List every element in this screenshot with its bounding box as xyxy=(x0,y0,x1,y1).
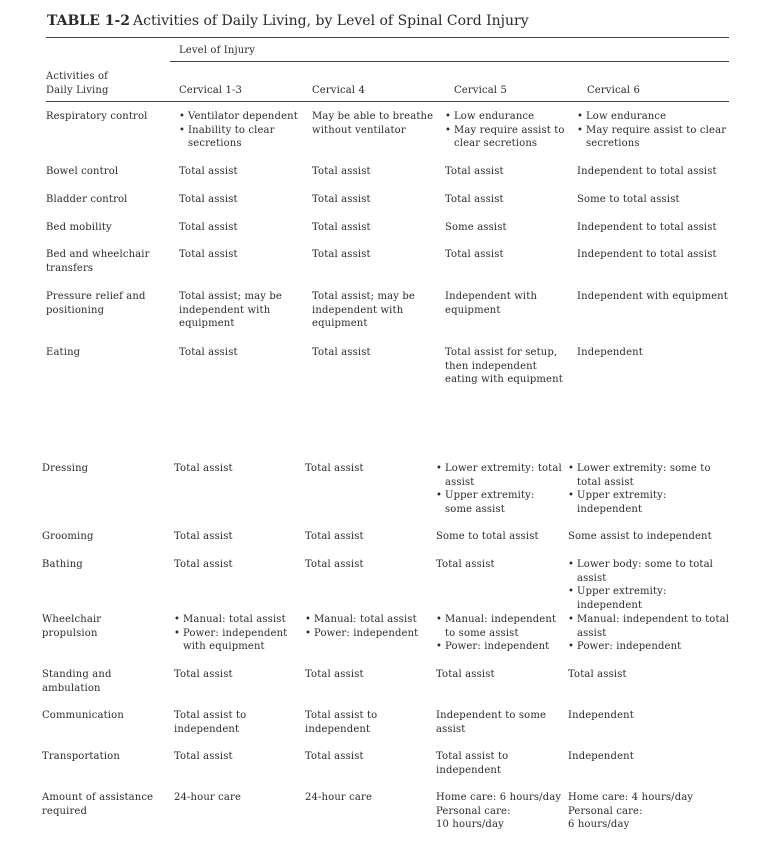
cell-text: Total assist xyxy=(445,249,504,260)
table-cell xyxy=(312,165,440,179)
cell-text: Independent xyxy=(577,347,643,358)
row-header: Activities of Daily Living xyxy=(46,71,109,96)
table-cell xyxy=(179,346,307,360)
row-label: Transportation xyxy=(42,751,120,762)
table-cell xyxy=(436,530,564,544)
bullet-item: • Ventilator dependent xyxy=(179,110,307,124)
table-cell xyxy=(174,750,300,764)
bullet-item: • Lower body: some to total assist xyxy=(568,558,730,585)
cell-text: Home care: 6 hours/day Personal care: 10 hours/day xyxy=(436,792,562,830)
cell-text: Total assist xyxy=(305,463,364,474)
bullet-list xyxy=(436,613,564,654)
table-cell xyxy=(436,558,564,572)
cell-text: Total assist xyxy=(179,194,238,205)
bullet-list xyxy=(305,613,431,640)
cell-text: Total assist xyxy=(179,249,238,260)
cell-text: Total assist xyxy=(174,751,233,762)
bullet-item: • Manual: independent to total assist xyxy=(568,613,730,640)
table-cell xyxy=(445,248,573,262)
table-cell xyxy=(436,613,564,654)
table-cell xyxy=(174,613,300,654)
bullet-item: • Power: independent xyxy=(568,640,730,654)
table-cell xyxy=(436,462,564,516)
cell-text: Total assist; may be independent with equipment xyxy=(179,291,282,329)
table-cell xyxy=(445,290,573,317)
bullet-list xyxy=(568,613,730,654)
column-header: Cervical 4 xyxy=(312,85,365,96)
level-header-rule xyxy=(170,61,729,62)
cell-text: Total assist xyxy=(445,166,504,177)
row-label: Wheelchair propulsion xyxy=(42,614,102,639)
table-cell xyxy=(305,750,431,764)
table-title xyxy=(47,13,529,29)
column-header: Cervical 1-3 xyxy=(179,85,243,96)
table-cell xyxy=(577,110,729,151)
table-cell xyxy=(568,668,730,682)
table-cell xyxy=(305,558,431,572)
cell-text: Independent to some assist xyxy=(436,710,547,735)
cell-text: Total assist to independent xyxy=(436,751,509,776)
table-cell xyxy=(445,193,573,207)
cell-text: Some to total assist xyxy=(436,531,539,542)
table-cell xyxy=(174,462,300,476)
cell-text: Total assist to independent xyxy=(305,710,378,735)
table-cell xyxy=(179,248,307,262)
table-cell xyxy=(577,248,729,262)
cell-text: Total assist to independent xyxy=(174,710,247,735)
table-cell xyxy=(445,165,573,179)
header-rule xyxy=(46,101,729,102)
cell-text: Total assist xyxy=(174,559,233,570)
cell-text: Total assist xyxy=(312,347,371,358)
table-cell xyxy=(305,791,431,805)
table-cell xyxy=(568,558,730,612)
row-label: Dressing xyxy=(42,463,89,474)
row-label: Communication xyxy=(42,710,124,721)
table-cell xyxy=(174,791,300,805)
cell-text: Total assist xyxy=(568,669,627,680)
cell-text: Home care: 4 hours/day Personal care: 6 hours/day xyxy=(568,792,694,830)
bullet-list xyxy=(568,558,730,612)
table-cell xyxy=(568,530,730,544)
table-cell xyxy=(568,791,730,832)
cell-text: Total assist xyxy=(179,222,238,233)
row-label: Grooming xyxy=(42,531,94,542)
table-cell xyxy=(445,110,573,151)
bullet-item: • Power: independent with equipment xyxy=(174,627,300,654)
row-label: Bathing xyxy=(42,559,83,570)
cell-text: Independent xyxy=(568,751,634,762)
bullet-list xyxy=(577,110,729,151)
row-label: Eating xyxy=(46,347,81,358)
cell-text: Total assist xyxy=(174,669,233,680)
table-cell xyxy=(577,165,729,179)
table-cell xyxy=(436,709,564,736)
cell-text: Total assist; may be independent with equipment xyxy=(312,291,415,329)
table-cell xyxy=(179,165,307,179)
cell-text: Independent to total assist xyxy=(577,166,717,177)
table-cell xyxy=(305,709,431,736)
bullet-item: • May require assist to clear secretions xyxy=(445,124,573,151)
row-label: Respiratory control xyxy=(46,111,148,122)
table-cell xyxy=(436,791,564,832)
cell-text: Total assist xyxy=(312,249,371,260)
bullet-item: • Upper extremity: independent xyxy=(568,585,730,612)
table-cell xyxy=(305,462,431,476)
bullet-item: • Power: independent xyxy=(305,627,431,641)
table-cell xyxy=(312,193,440,207)
bullet-item: • Inability to clear secretions xyxy=(179,124,307,151)
table-cell xyxy=(174,668,300,682)
bullet-list xyxy=(445,110,573,151)
row-label: Amount of assistance required xyxy=(42,792,154,817)
top-rule xyxy=(46,37,729,38)
table-cell xyxy=(179,110,307,151)
row-label: Pressure relief and positioning xyxy=(46,291,146,316)
cell-text: Total assist xyxy=(179,347,238,358)
table-cell xyxy=(179,193,307,207)
cell-text: Independent xyxy=(568,710,634,721)
cell-text: Total assist xyxy=(436,669,495,680)
row-label: Bed mobility xyxy=(46,222,112,233)
bullet-item: • Upper extremity: some assist xyxy=(436,489,564,516)
cell-text: Independent with equipment xyxy=(577,291,728,302)
cell-text: Total assist xyxy=(436,559,495,570)
cell-text: Total assist xyxy=(305,531,364,542)
cell-text: Total assist xyxy=(305,751,364,762)
table-cell xyxy=(577,346,729,360)
cell-text: Total assist xyxy=(312,166,371,177)
table-cell xyxy=(174,558,300,572)
bullet-list xyxy=(179,110,307,151)
table-number: TABLE 1-2 xyxy=(47,13,131,29)
cell-text: Independent with equipment xyxy=(445,291,538,316)
table-cell xyxy=(568,462,730,516)
table-cell xyxy=(312,346,440,360)
cell-text: Total assist xyxy=(179,166,238,177)
table-cell xyxy=(577,290,729,304)
column-header: Cervical 5 xyxy=(454,85,507,96)
bullet-item: • Lower extremity: some to total assist xyxy=(568,462,730,489)
cell-text: 24-hour care xyxy=(174,792,242,803)
table-cell xyxy=(312,248,440,262)
table-cell xyxy=(312,290,440,331)
cell-text: May be able to breathe without ventilator xyxy=(312,111,434,136)
cell-text: Total assist xyxy=(305,669,364,680)
level-of-injury-header: Level of Injury xyxy=(179,45,256,56)
table-cell xyxy=(568,709,730,723)
cell-text: 24-hour care xyxy=(305,792,373,803)
table-cell xyxy=(174,709,300,736)
table-cell xyxy=(577,221,729,235)
cell-text: Total assist xyxy=(312,222,371,233)
table-cell xyxy=(312,110,440,137)
table-cell xyxy=(305,613,431,640)
table-cell xyxy=(445,346,573,387)
table-cell xyxy=(305,668,431,682)
table-cell xyxy=(436,668,564,682)
table-cell xyxy=(305,530,431,544)
bullet-item: • Lower extremity: total assist xyxy=(436,462,564,489)
cell-text: Total assist xyxy=(312,194,371,205)
table-cell xyxy=(445,221,573,235)
bullet-item: • Low endurance xyxy=(577,110,729,124)
bullet-item: • Power: independent xyxy=(436,640,564,654)
bullet-item: • Low endurance xyxy=(445,110,573,124)
bullet-item: • Upper extremity: independent xyxy=(568,489,730,516)
bullet-item: • May require assist to clear secretions xyxy=(577,124,729,151)
bullet-list xyxy=(174,613,300,654)
bullet-item: • Manual: independent to some assist xyxy=(436,613,564,640)
cell-text: Total assist xyxy=(305,559,364,570)
cell-text: Total assist xyxy=(174,463,233,474)
table-cell xyxy=(577,193,729,207)
cell-text: Some assist xyxy=(445,222,507,233)
table-cell xyxy=(179,221,307,235)
row-label: Standing and ambulation xyxy=(42,669,112,694)
table-cell xyxy=(568,613,730,654)
bullet-item: • Manual: total assist xyxy=(305,613,431,627)
cell-text: Total assist xyxy=(445,194,504,205)
bullet-item: • Manual: total assist xyxy=(174,613,300,627)
cell-text: Independent to total assist xyxy=(577,222,717,233)
row-label: Bowel control xyxy=(46,166,119,177)
row-label: Bladder control xyxy=(46,194,128,205)
cell-text: Total assist for setup, then independent eating with equipment xyxy=(445,347,563,385)
table-cell xyxy=(312,221,440,235)
table-cell xyxy=(179,290,307,331)
cell-text: Some assist to independent xyxy=(568,531,712,542)
row-label: Bed and wheelchair transfers xyxy=(46,249,150,274)
table-cell xyxy=(174,530,300,544)
bullet-list xyxy=(568,462,730,516)
column-header: Cervical 6 xyxy=(587,85,640,96)
cell-text: Some to total assist xyxy=(577,194,680,205)
table-cell xyxy=(436,750,564,777)
table-title-text: Activities of Daily Living, by Level of Spinal Cord Injury xyxy=(133,13,529,29)
bullet-list xyxy=(436,462,564,516)
cell-text: Total assist xyxy=(174,531,233,542)
table-cell xyxy=(568,750,730,764)
cell-text: Independent to total assist xyxy=(577,249,717,260)
